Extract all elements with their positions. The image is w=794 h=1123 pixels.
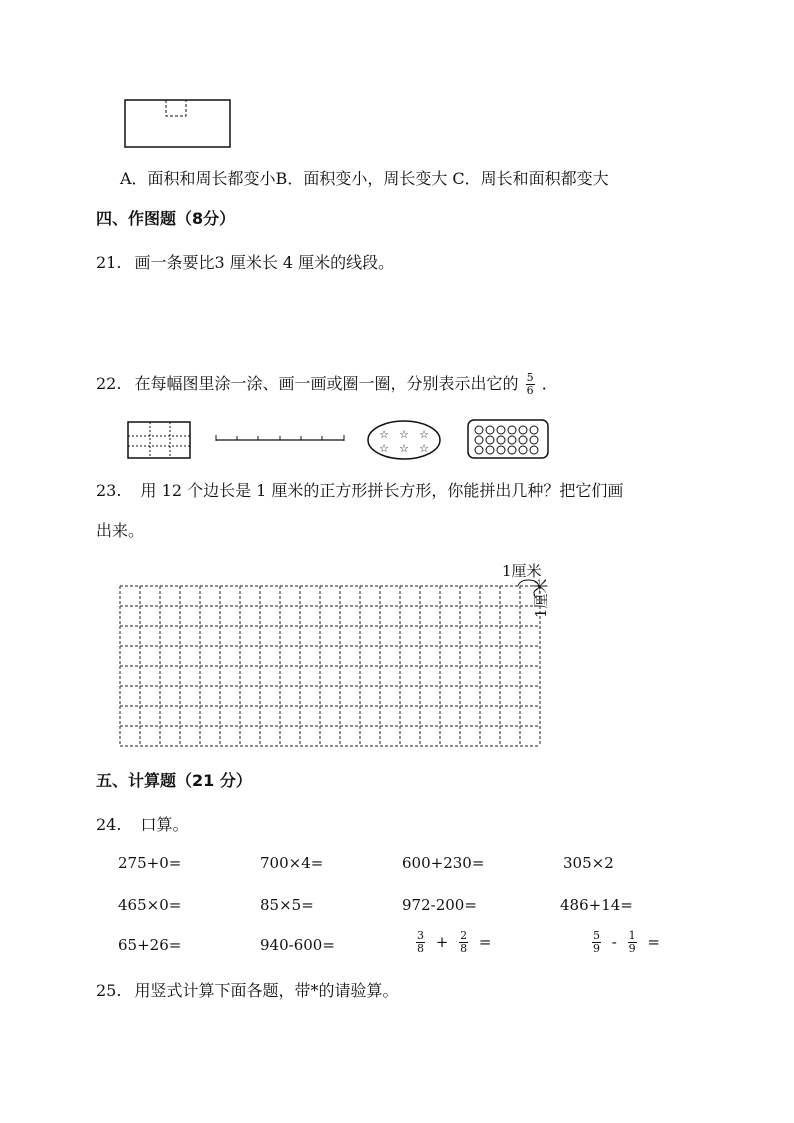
q22-text: 在每幅图里涂一涂、画一画或圈一圈，分别表示出它的 (134, 374, 519, 393)
calc-item: 305×2 (563, 854, 614, 872)
q25-text: 用竖式计算下面各题，带*的请验算。 (134, 981, 399, 1000)
frac-eq: = (478, 932, 492, 951)
q21-question (96, 252, 394, 274)
q20-options: A．面积和周长都变小B．面积变小，周长变大 C．周长和面积都变大 (120, 169, 609, 188)
q22-segment-line (216, 435, 344, 441)
frac-den: 9 (593, 942, 600, 955)
q23-dotted-grid (118, 560, 568, 752)
frac-op: - (611, 932, 617, 951)
q23-text-line1: 用 12 个边长是 1 厘米的正方形拼长方形，你能拼出几种？把它们画 (140, 481, 624, 500)
frac-num: 2 (460, 929, 468, 942)
frac-num: 1 (628, 929, 636, 942)
fraction-expression-1 (414, 930, 492, 955)
section4-heading: 四、作图题（8分） (96, 209, 236, 228)
q23-grid-lines (120, 586, 540, 746)
q25-question (96, 980, 399, 1002)
frac-num: 5 (593, 929, 600, 942)
frac-den: 8 (417, 942, 424, 955)
q21-number: 21. (96, 253, 122, 272)
section5-heading: 五、计算题（21 分） (96, 771, 252, 790)
q22-fraction-numerator: 5 (526, 371, 534, 384)
calc-item: 275+0= (118, 854, 182, 872)
svg-text:☆: ☆ (419, 442, 429, 455)
q20-rectangle-figure (124, 98, 234, 150)
q21-text: 画一条要比3 厘米长 4 厘米的线段。 (134, 253, 395, 272)
q23-number: 23. (96, 481, 122, 500)
q22-question (96, 372, 558, 397)
frac-den: 9 (628, 942, 636, 955)
q23-label-top: 1厘米 (502, 562, 542, 580)
q23-label-side: 1厘米 (532, 578, 550, 618)
frac-den: 8 (460, 942, 468, 955)
fraction-expression-2 (590, 930, 660, 955)
q23-question-line1 (96, 480, 623, 502)
q24-text: 口算。 (140, 815, 189, 834)
q22-number: 22. (96, 374, 122, 393)
svg-text:☆: ☆ (399, 428, 409, 441)
frac-op: + (435, 932, 449, 951)
q22-figures (124, 416, 554, 462)
q23-text-line2: 出来。 (96, 521, 145, 540)
q22-circle-box (468, 420, 548, 458)
calc-item: 85×5= (260, 896, 314, 914)
svg-text:☆: ☆ (399, 442, 409, 455)
frac-eq: = (647, 932, 660, 951)
svg-text:☆: ☆ (379, 442, 389, 455)
q22-grid-rectangle (128, 422, 190, 458)
calc-item: 486+14= (560, 896, 633, 914)
q22-star-ellipse (368, 421, 440, 459)
q22-fraction (526, 372, 535, 397)
q22-end: ． (541, 374, 558, 393)
calc-item: 972-200= (402, 896, 477, 914)
calc-item: 940-600= (260, 936, 335, 954)
q25-number: 25. (96, 981, 122, 1000)
calc-item: 700×4= (260, 854, 324, 872)
svg-text:☆: ☆ (419, 428, 429, 441)
q22-fraction-denominator: 6 (526, 384, 534, 397)
calc-item: 600+230= (402, 854, 485, 872)
calc-item: 465×0= (118, 896, 182, 914)
q24-question (96, 814, 189, 836)
svg-text:☆: ☆ (379, 428, 389, 441)
frac-num: 3 (417, 929, 424, 942)
calc-item: 65+26= (118, 936, 182, 954)
q24-number: 24. (96, 815, 122, 834)
